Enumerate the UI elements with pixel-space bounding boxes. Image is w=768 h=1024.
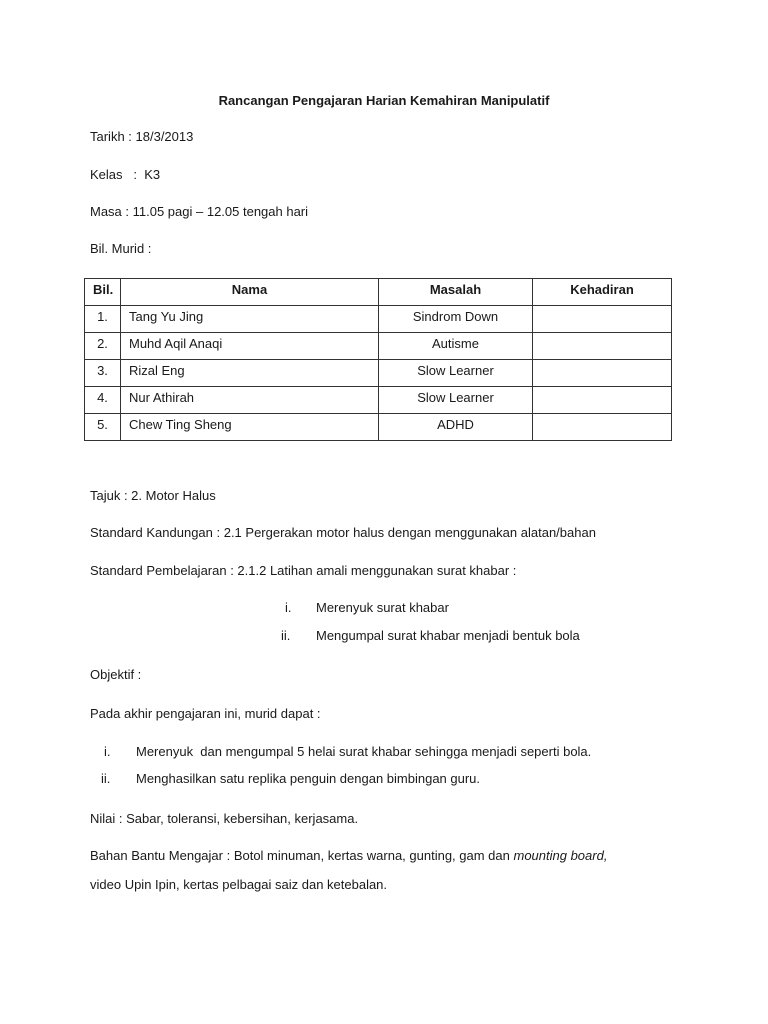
table-row <box>85 414 672 441</box>
sp-item-text: Merenyuk surat khabar <box>316 600 449 615</box>
kelas-line: Kelas : K3 <box>90 167 161 182</box>
standard-pembelajaran-line: Standard Pembelajaran : 2.1.2 Latihan amali menggunakan surat khabar : <box>90 563 517 578</box>
nilai-line: Nilai : Sabar, toleransi, kebersihan, kerjasama. <box>90 811 359 826</box>
sp-item-number: ii. <box>281 628 291 643</box>
bahan-italic: mounting board, <box>513 848 608 863</box>
student-table <box>84 278 672 441</box>
cell-kehadiran[interactable] <box>533 333 672 360</box>
cell-kehadiran[interactable] <box>533 414 672 441</box>
objective-item-text: Merenyuk dan mengumpal 5 helai surat khabar sehingga menjadi seperti bola. <box>136 744 592 759</box>
cell-bil: 1. <box>85 306 121 333</box>
table-row <box>85 333 672 360</box>
masa-line: Masa : 11.05 pagi – 12.05 tengah hari <box>90 204 309 219</box>
sp-item-text: Mengumpal surat khabar menjadi bentuk bola <box>316 628 580 643</box>
header-masalah: Masalah <box>379 279 533 306</box>
cell-masalah: Slow Learner <box>379 387 533 414</box>
header-nama: Nama <box>121 279 379 306</box>
cell-nama: Tang Yu Jing <box>121 306 379 333</box>
cell-nama: Chew Ting Sheng <box>121 414 379 441</box>
sp-item-number: i. <box>285 600 292 615</box>
pada-akhir-line: Pada akhir pengajaran ini, murid dapat : <box>90 706 321 721</box>
cell-bil: 2. <box>85 333 121 360</box>
cell-nama: Nur Athirah <box>121 387 379 414</box>
table-row <box>85 387 672 414</box>
cell-masalah: ADHD <box>379 414 533 441</box>
bahan-prefix: Bahan Bantu Mengajar : Botol minuman, kertas warna, gunting, gam dan <box>90 848 514 863</box>
cell-kehadiran[interactable] <box>533 306 672 333</box>
cell-bil: 5. <box>85 414 121 441</box>
cell-bil: 3. <box>85 360 121 387</box>
cell-kehadiran[interactable] <box>533 387 672 414</box>
table-row <box>85 306 672 333</box>
header-bil: Bil. <box>85 279 121 306</box>
table-header-row <box>85 279 672 306</box>
header-kehadiran: Kehadiran <box>533 279 672 306</box>
objektif-heading: Objektif : <box>90 667 142 682</box>
cell-masalah: Autisme <box>379 333 533 360</box>
cell-nama: Rizal Eng <box>121 360 379 387</box>
bahan-line-1 <box>90 848 607 864</box>
cell-nama: Muhd Aqil Anaqi <box>121 333 379 360</box>
cell-masalah: Sindrom Down <box>379 306 533 333</box>
table-row <box>85 360 672 387</box>
tajuk-line: Tajuk : 2. Motor Halus <box>90 488 216 503</box>
standard-kandungan-line: Standard Kandungan : 2.1 Pergerakan motor halus dengan menggunakan alatan/bahan <box>90 525 596 540</box>
bahan-line-2: video Upin Ipin, kertas pelbagai saiz dan ketebalan. <box>90 877 388 892</box>
objective-item-number: i. <box>104 744 111 759</box>
document-title: Rancangan Pengajaran Harian Kemahiran Manipulatif <box>218 93 550 108</box>
cell-masalah: Slow Learner <box>379 360 533 387</box>
cell-bil: 4. <box>85 387 121 414</box>
bil-murid-line: Bil. Murid : <box>90 241 152 256</box>
tarikh-line: Tarikh : 18/3/2013 <box>90 129 194 144</box>
objective-item-number: ii. <box>101 771 111 786</box>
cell-kehadiran[interactable] <box>533 360 672 387</box>
objective-item-text: Menghasilkan satu replika penguin dengan bimbingan guru. <box>136 771 481 786</box>
